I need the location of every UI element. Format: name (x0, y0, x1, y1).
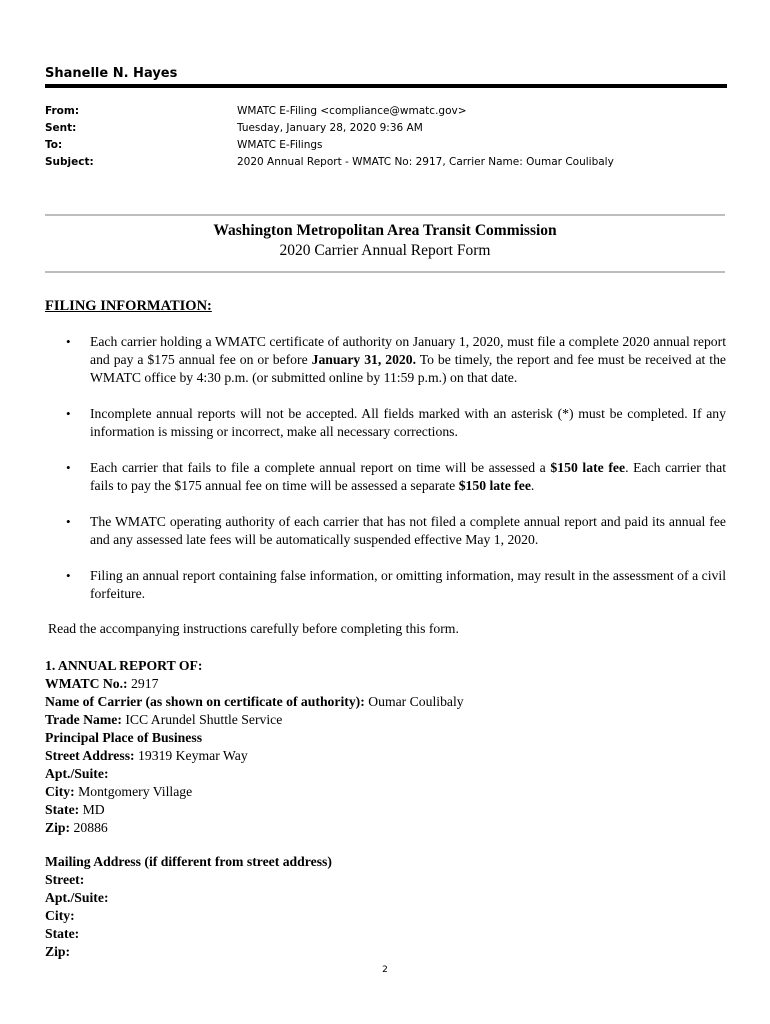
bullet-marker: • (66, 334, 71, 349)
bullet-marker: • (66, 406, 71, 421)
page-number: 2 (382, 965, 388, 975)
bullet-marker: • (66, 514, 71, 529)
mailing-address-section (45, 853, 332, 961)
field-label: Trade Name: (45, 712, 122, 727)
field-row-trade-name (45, 711, 464, 729)
bullet-marker: • (66, 460, 71, 475)
field-label: State: (45, 926, 80, 941)
bullet-marker: • (66, 568, 71, 583)
filing-bullet (66, 513, 726, 549)
bullet-text: Each carrier holding a WMATC certificate of authority on January 1, 2020, must file a complete 2020 annual report and pay a $175 annual fee on or before January 31, 2020. To be timely, the report and fee must be received at the WMATC office by 4:30 p.m. (or submitted online by 11:59 p.m.) on that date. (90, 334, 726, 385)
field-label: Street Address: (45, 748, 135, 763)
bullet-text: Filing an annual report containing false information, or omitting information, may result in the assessment of a civil forfeiture. (90, 568, 726, 601)
field-label: State: (45, 802, 80, 817)
field-label: Zip: (45, 944, 71, 959)
field-label: Apt./Suite: (45, 766, 109, 781)
email-header-value: 2020 Annual Report - WMATC No: 2917, Carrier Name: Oumar Coulibaly (237, 156, 614, 168)
field-label: Name of Carrier (as shown on certificate of authority): (45, 694, 365, 709)
field-row-apt-suite (45, 765, 464, 783)
filing-information-heading: FILING INFORMATION: (45, 298, 212, 314)
field-row-city (45, 783, 464, 801)
email-sender-name: Shanelle N. Hayes (45, 66, 178, 81)
field-label: Street: (45, 872, 85, 887)
field-row-street-address (45, 747, 464, 765)
mailing-field-city (45, 907, 332, 925)
bullet-emphasis: $150 late fee (550, 460, 626, 475)
filing-bullet (66, 405, 726, 441)
title-top-rule (45, 214, 725, 216)
field-value: 2917 (127, 676, 159, 691)
field-value: Montgomery Village (74, 784, 193, 799)
field-value: ICC Arundel Shuttle Service (121, 712, 283, 727)
field-label: City: (45, 784, 75, 799)
email-header-label: Subject: (45, 156, 94, 168)
bullet-text: The WMATC operating authority of each carrier that has not filed a complete annual report and paid its annual fee and any assessed late fees will be automatically suspended effective May 1, 2020. (90, 514, 726, 547)
email-header-label: To: (45, 139, 63, 151)
form-subtitle: 2020 Carrier Annual Report Form (279, 242, 491, 259)
field-label: Principal Place of Business (45, 730, 203, 745)
filing-bullet (66, 459, 726, 495)
mailing-field-apt-suite (45, 889, 332, 907)
mailing-field-street (45, 871, 332, 889)
field-value: MD (79, 802, 105, 817)
mailing-field-zip (45, 943, 332, 961)
field-row-state (45, 801, 464, 819)
field-value: 20886 (70, 820, 108, 835)
field-row-zip (45, 819, 464, 837)
field-value: 19319 Keymar Way (134, 748, 248, 763)
bullet-emphasis: January 31, 2020. (311, 352, 417, 367)
email-header-value: WMATC E-Filings (237, 139, 323, 151)
filing-bullet (66, 567, 726, 603)
title-bottom-rule (45, 271, 725, 273)
email-header-label: From: (45, 105, 80, 117)
field-row-principal-place (45, 729, 464, 747)
bullet-text: Incomplete annual reports will not be accepted. All fields marked with an asterisk (*) must be completed. If any information is missing or incorrect, make all necessary corrections. (90, 406, 726, 439)
mailing-address-heading-text: Mailing Address (if different from street address) (45, 854, 332, 869)
form-title: Washington Metropolitan Area Transit Commission (213, 222, 557, 239)
field-value: Oumar Coulibaly (364, 694, 464, 709)
instructions-note: Read the accompanying instructions carefully before completing this form. (48, 621, 459, 636)
bullet-emphasis: $150 late fee (458, 478, 531, 493)
header-divider (45, 84, 727, 88)
email-header-value: Tuesday, January 28, 2020 9:36 AM (237, 122, 423, 134)
annual-report-section (45, 657, 464, 837)
field-label: Apt./Suite: (45, 890, 109, 905)
field-label: City: (45, 908, 75, 923)
field-row-carrier-name (45, 693, 464, 711)
field-label: Zip: (45, 820, 71, 835)
email-header-value: WMATC E-Filing <compliance@wmatc.gov> (237, 105, 467, 117)
email-header-label: Sent: (45, 122, 77, 134)
bullet-text: Each carrier that fails to file a complete annual report on time will be assessed a $150 late fee. Each carrier that fails to pay the $175 annual fee on time will be assessed a separate $150 late fee. (90, 460, 726, 493)
field-row-wmatc-no (45, 675, 464, 693)
filing-bullet (66, 333, 726, 387)
mailing-address-heading (45, 853, 332, 871)
annual-report-heading-text: 1. ANNUAL REPORT OF: (45, 658, 203, 673)
mailing-field-state (45, 925, 332, 943)
annual-report-heading (45, 657, 464, 675)
field-label: WMATC No.: (45, 676, 128, 691)
